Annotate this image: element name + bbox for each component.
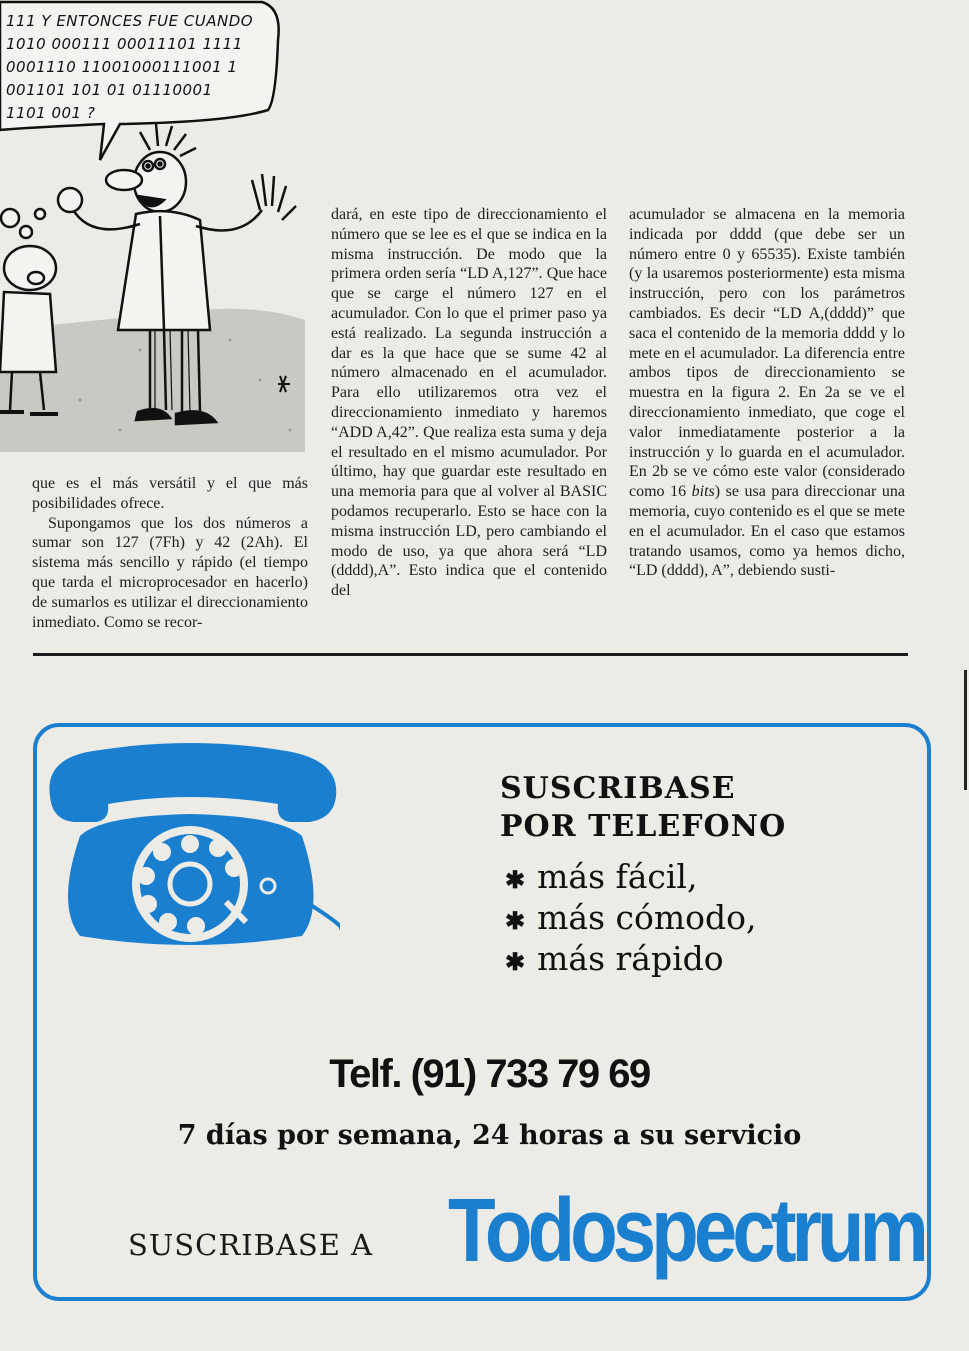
ad-benefit-item bbox=[505, 899, 757, 940]
bubble-line: 111 Y ENTONCES FUE CUANDO bbox=[6, 12, 254, 30]
article-paragraph: Supongamos que los dos números a sumar son 127 (7Fh) y 42 (2Ah). El sistema más sencillo y rápido (el tiempo que tarda el microprocesador en hacerlo) de sumarlos es utilizar el direccionamiento inmediato. Como se recor- bbox=[32, 514, 308, 631]
bubble-line: 1010 000111 00011101 1111 bbox=[6, 35, 243, 53]
section-divider bbox=[33, 653, 908, 656]
ad-title-line: SUSCRIBASE bbox=[500, 771, 736, 806]
ad-service-hours: 7 días por semana, 24 horas a su servicio bbox=[177, 1120, 802, 1151]
article-column-1 bbox=[32, 474, 308, 632]
article-paragraph bbox=[629, 205, 905, 581]
ad-title-line: POR TELEFONO bbox=[500, 809, 787, 844]
article-paragraph: que es el más versátil y el que más posibilidades ofrece. bbox=[32, 475, 308, 512]
ad-benefit-text: más rápido bbox=[537, 939, 724, 978]
brand-logo: Todospectrum bbox=[448, 1179, 924, 1281]
bubble-line: 001101 101 01 01110001 bbox=[6, 81, 213, 99]
ad-phone-number: Telf. (91) 733 79 69 bbox=[329, 1052, 650, 1096]
asterisk-icon: ✱ bbox=[505, 865, 526, 894]
bubble-line: 0001110 11001000111001 1 bbox=[6, 58, 238, 76]
article-column-2 bbox=[331, 205, 607, 601]
asterisk-icon: ✱ bbox=[505, 906, 526, 935]
article-column-3 bbox=[629, 205, 905, 581]
asterisk-icon: ✱ bbox=[505, 947, 526, 976]
cartoon-illustration bbox=[0, 0, 312, 460]
ad-benefit-text: más cómodo, bbox=[537, 898, 757, 937]
bubble-line: 1101 001 ? bbox=[6, 104, 96, 122]
telephone-icon bbox=[40, 726, 340, 956]
ad-benefit-item bbox=[505, 940, 757, 981]
ad-subscribe-label: SUSCRIBASE A bbox=[128, 1228, 374, 1262]
text-run: acumulador se almacena en la memoria indicada por dddd (que debe ser un número entre 0 y 65535). Existe también (y la usaremos posteriormente) esta misma instrucción, pero con los parámetros cambiados. Es decir “LD A,(dddd)” que saca el contenido de la memoria dddd y lo mete en el acumulador. La diferencia entre ambos tipos de direccionamiento se muestra en la figura 2. En 2a se ve el direccionamiento inmediato, que coge el valor inmediatamente posterior a la instrucción y lo guarda en el acumulador. En 2b se ve cómo este valor (considerado como 16 bbox=[629, 206, 905, 501]
ad-title bbox=[500, 770, 786, 846]
ad-benefit-text: más fácil, bbox=[537, 857, 698, 896]
ad-benefits-list bbox=[505, 858, 757, 981]
ad-benefit-item bbox=[505, 858, 757, 899]
page-edge-mark bbox=[964, 670, 967, 790]
text-run: ) se usa para direccionar una memoria, cuyo contenido es el que se mete en el acumulador. En el caso que estamos tratando usamos, como ya hemos dicho, “LD (dddd), A”, debiendo susti- bbox=[629, 483, 905, 580]
article-paragraph: dará, en este tipo de direccionamiento el número que se lee es el que se indica en la misma instrucción. De modo que la primera orden sería “LD A,127”. Que hace que se carge el número 127 en el acumulador. Con lo que el primer paso ya está realizado. La segunda instrucción a dar es la que hace que se sume 42 al número almacenado en el acumulador. Para ello utilizaremos otra vez el direccionamiento inmediato y haremos “ADD A,42”. Que realiza esta suma y deja el resultado en el mismo acumulador. Por último, hay que guardar este resultado en una memoria para que al volver al BASIC podamos recuperarlo. Esto se hace con la misma instrucción LD, pero cambiando el modo de uso, ya que ahora será “LD (dddd),A”. Esto indica que el contenido del bbox=[331, 206, 607, 600]
italic-run: bits bbox=[691, 483, 715, 501]
speech-bubble-text bbox=[6, 10, 271, 125]
